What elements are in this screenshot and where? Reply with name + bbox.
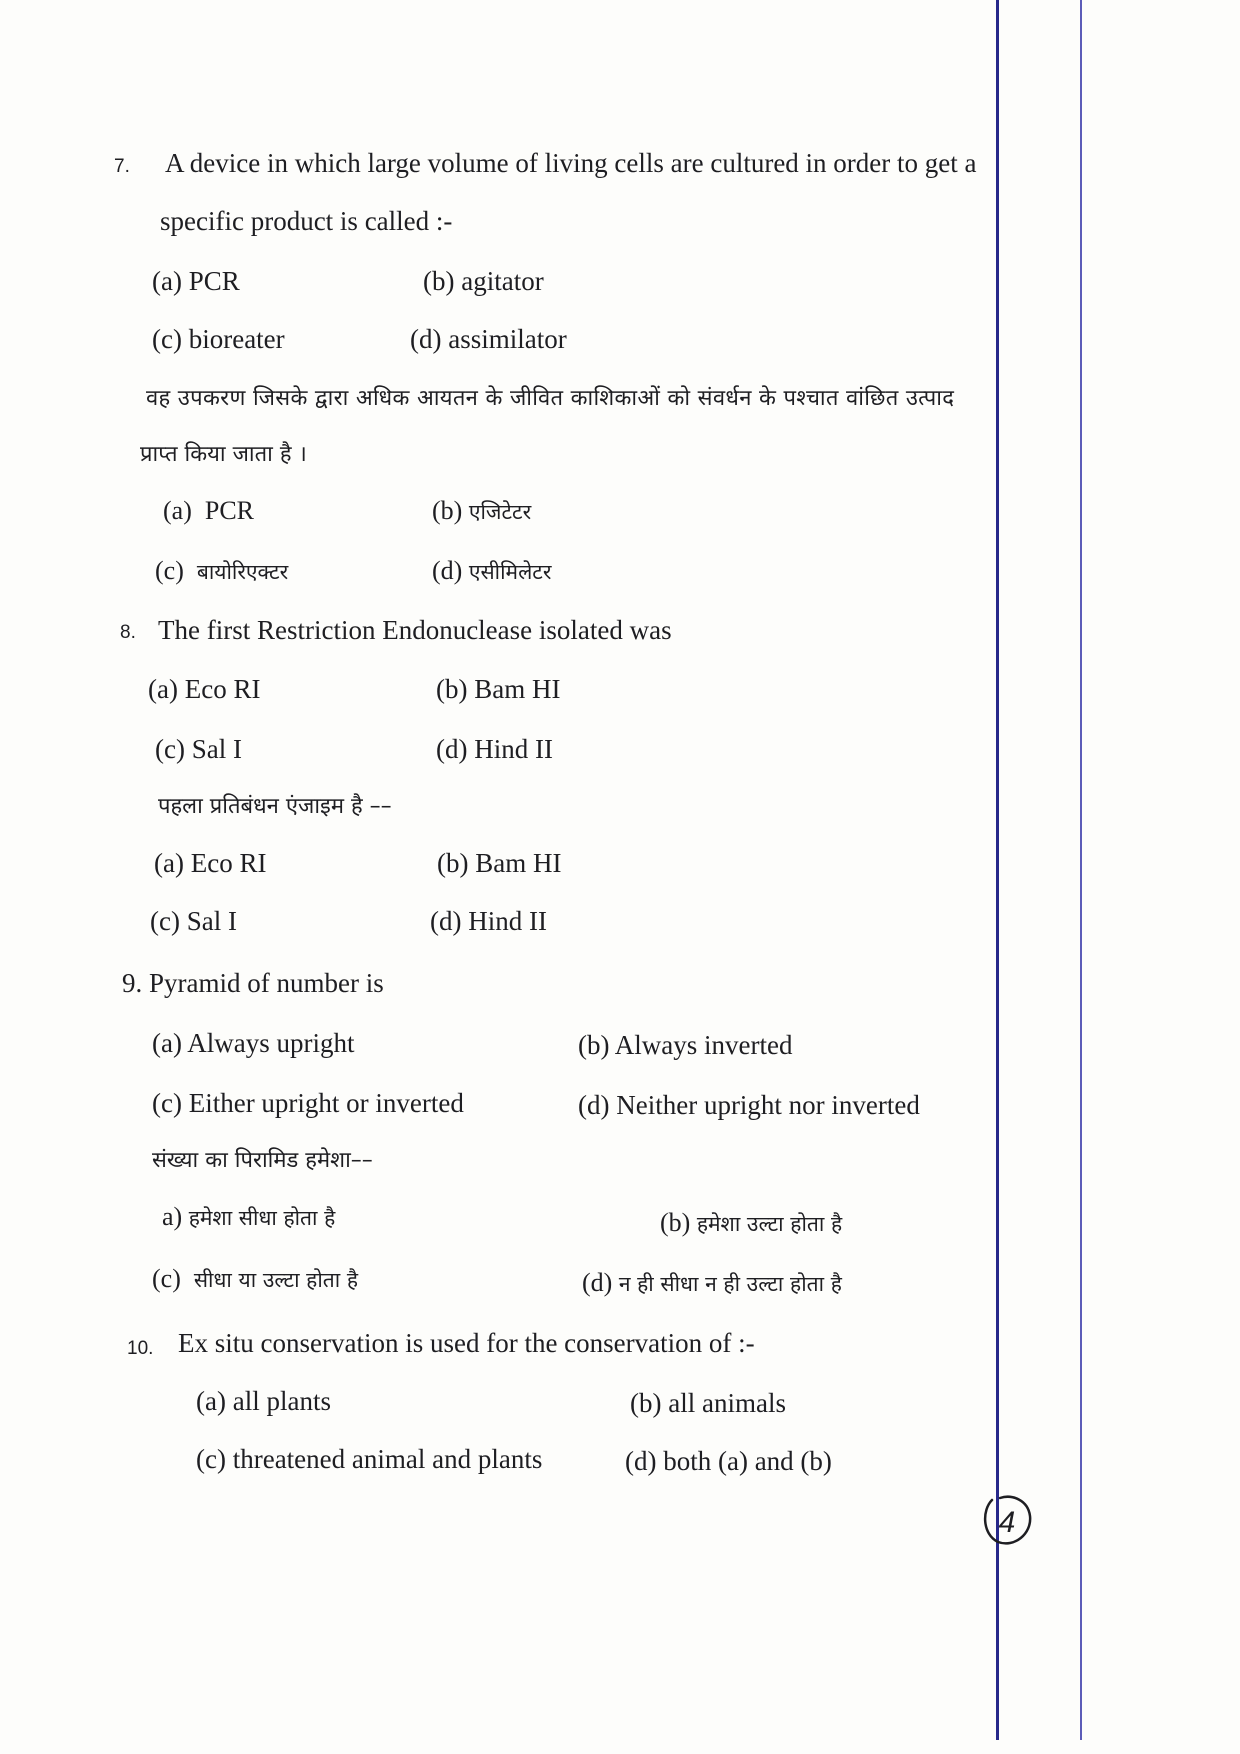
margin-rule-outer (1080, 0, 1082, 1740)
question-text: The first Restriction Endonuclease isolated was (158, 615, 672, 645)
page-number-mark (978, 1490, 1036, 1550)
question-number: 10. (127, 1338, 154, 1359)
question-text-hindi: वह उपकरण जिसके द्वारा अधिक आयतन के जीवित काशिकाओं को संवर्धन के पश्चात वांछित उत्पाद (146, 386, 955, 411)
question-text: Ex situ conservation is used for the conservation of :- (178, 1328, 755, 1358)
option-c: (c) Either upright or inverted (152, 1088, 464, 1118)
hindi-option-d: (d) न ही सीधा न ही उल्टा होता है (582, 1268, 842, 1297)
option-a: (a) Eco RI (148, 674, 261, 704)
hindi-option-d: (d) Hind II (430, 906, 547, 936)
question-text-cont: specific product is called :- (160, 206, 453, 236)
question-number: 7. (114, 156, 130, 177)
option-c: (c) Sal I (155, 734, 242, 764)
circled-page-number (978, 1490, 1036, 1550)
hindi-option-b: (b) Bam HI (437, 848, 562, 878)
question-text-hindi: पहला प्रतिबंधन एंजाइम है –– (158, 794, 392, 819)
question-number: 9. (122, 968, 143, 998)
question-text: A device in which large volume of living cells are cultured in order to get a (165, 148, 977, 178)
option-b: (b) Always inverted (578, 1030, 793, 1060)
hindi-option-a: (a) Eco RI (154, 848, 267, 878)
option-b: (b) agitator (423, 266, 544, 296)
option-c: (c) bioreater (152, 324, 285, 354)
question-text-hindi: संख्या का पिरामिड हमेशा–– (152, 1148, 373, 1173)
option-d: (d) Hind II (436, 734, 553, 764)
option-c: (c) threatened animal and plants (196, 1444, 543, 1474)
question-number: 8. (120, 622, 136, 643)
question-text-hindi-cont: प्राप्त किया जाता है । (140, 442, 307, 467)
option-d: (d) both (a) and (b) (625, 1446, 832, 1476)
page-number-text: 4 (998, 1506, 1016, 1539)
option-a: (a) Always upright (152, 1028, 355, 1058)
hindi-option-a: a) हमेशा सीधा होता है (162, 1202, 336, 1231)
option-a: (a) PCR (152, 266, 240, 296)
hindi-option-b: (b) हमेशा उल्टा होता है (660, 1208, 843, 1237)
option-a: (a) all plants (196, 1386, 331, 1416)
hindi-option-c: (c) Sal I (150, 906, 237, 936)
question-text: Pyramid of number is (149, 968, 384, 998)
hindi-option-b: (b) एजिटेटर (432, 496, 532, 525)
option-d: (d) Neither upright nor inverted (578, 1090, 920, 1120)
option-b: (b) Bam HI (436, 674, 561, 704)
margin-rule-main (996, 0, 999, 1740)
option-d: (d) assimilator (410, 324, 567, 354)
hindi-option-d: (d) एसीमिलेटर (432, 556, 552, 585)
hindi-option-a: (a) PCR (163, 496, 255, 525)
hindi-option-c: (c) बायोरिएक्टर (155, 556, 289, 585)
question-title (122, 966, 384, 1000)
hindi-option-c: (c) सीधा या उल्टा होता है (152, 1264, 359, 1293)
option-b: (b) all animals (630, 1388, 786, 1418)
